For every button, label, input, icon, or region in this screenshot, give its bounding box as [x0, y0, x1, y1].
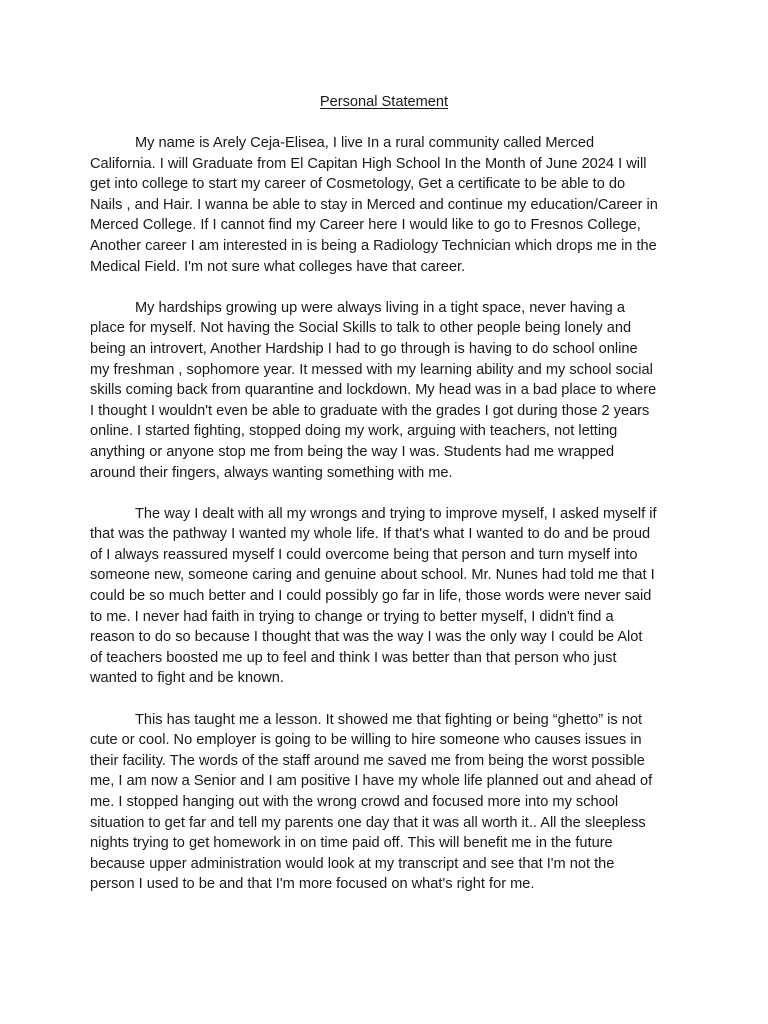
paragraph-introduction: My name is Arely Ceja-Elisea, I live In a rural community called Merced California. I will Graduate from El Capitan High School In the Month of June 2024 I will get into college to start my career of Cosmetology, Get a certificate to be able to do Nails , and Hair. I wanna be able to stay in Merced and continue my education/Career in Merced College. If I cannot find my Career here I would like to go to Fresnos College, Another career I am interested in is being a Radiology Technician which drops me in the Medical Field. I'm not sure what colleges have that career. — [90, 135, 658, 275]
paragraph-hardships: My hardships growing up were always living in a tight space, never having a place for myself. Not having the Social Skills to talk to other people being lonely and being an introvert, Another Hardship I had to go through is having to do school online my freshman , sophomore year. It messed with my learning ability and my school social skills coming back from quarantine and lockdown. My head was in a bad place to where I thought I wouldn't even be able to graduate with the grades I got during those 2 years online. I started fighting, stopped doing my work, arguing with teachers, not letting anything or anyone stop me from being the way I was. Students had me wrapped around their fingers, always wanting something with me. — [90, 299, 657, 481]
paragraph-improvement: The way I dealt with all my wrongs and trying to improve myself, I asked myself if that was the pathway I wanted my whole life. If that's what I wanted to do and be proud of I always reassured myself I could overcome being that person and turn myself into someone new, someone caring and genuine about school. Mr. Nunes had told me that I could be so much better and I could possibly go far in life, those words were never said to me. I never had faith in trying to change or trying to better myself, I didn't find a reason to do so because I thought that was the way I was the only way I could be Alot of teachers boosted me up to feel and think I was better than that person who just wanted to fight and be known. — [90, 505, 657, 687]
document-body — [90, 133, 686, 916]
document-title: Personal Statement — [319, 94, 449, 110]
paragraph-lesson: This has taught me a lesson. It showed me that fighting or being “ghetto” is not cute or cool. No employer is going to be willing to hire someone who causes issues in their facility. The words of the staff around me saved me from being the worst possible me, I am now a Senior and I am positive I have my whole life planned out and ahead of me. I stopped hanging out with the wrong crowd and focused more into my school situation to get far and tell my parents one day that it was all worth it.. All the sleepless nights trying to get homework in on time paid off. This will benefit me in the future because upper administration would look at my transcript and see that I'm not the person I used to be and that I'm more focused on what's right for me. — [90, 711, 653, 893]
